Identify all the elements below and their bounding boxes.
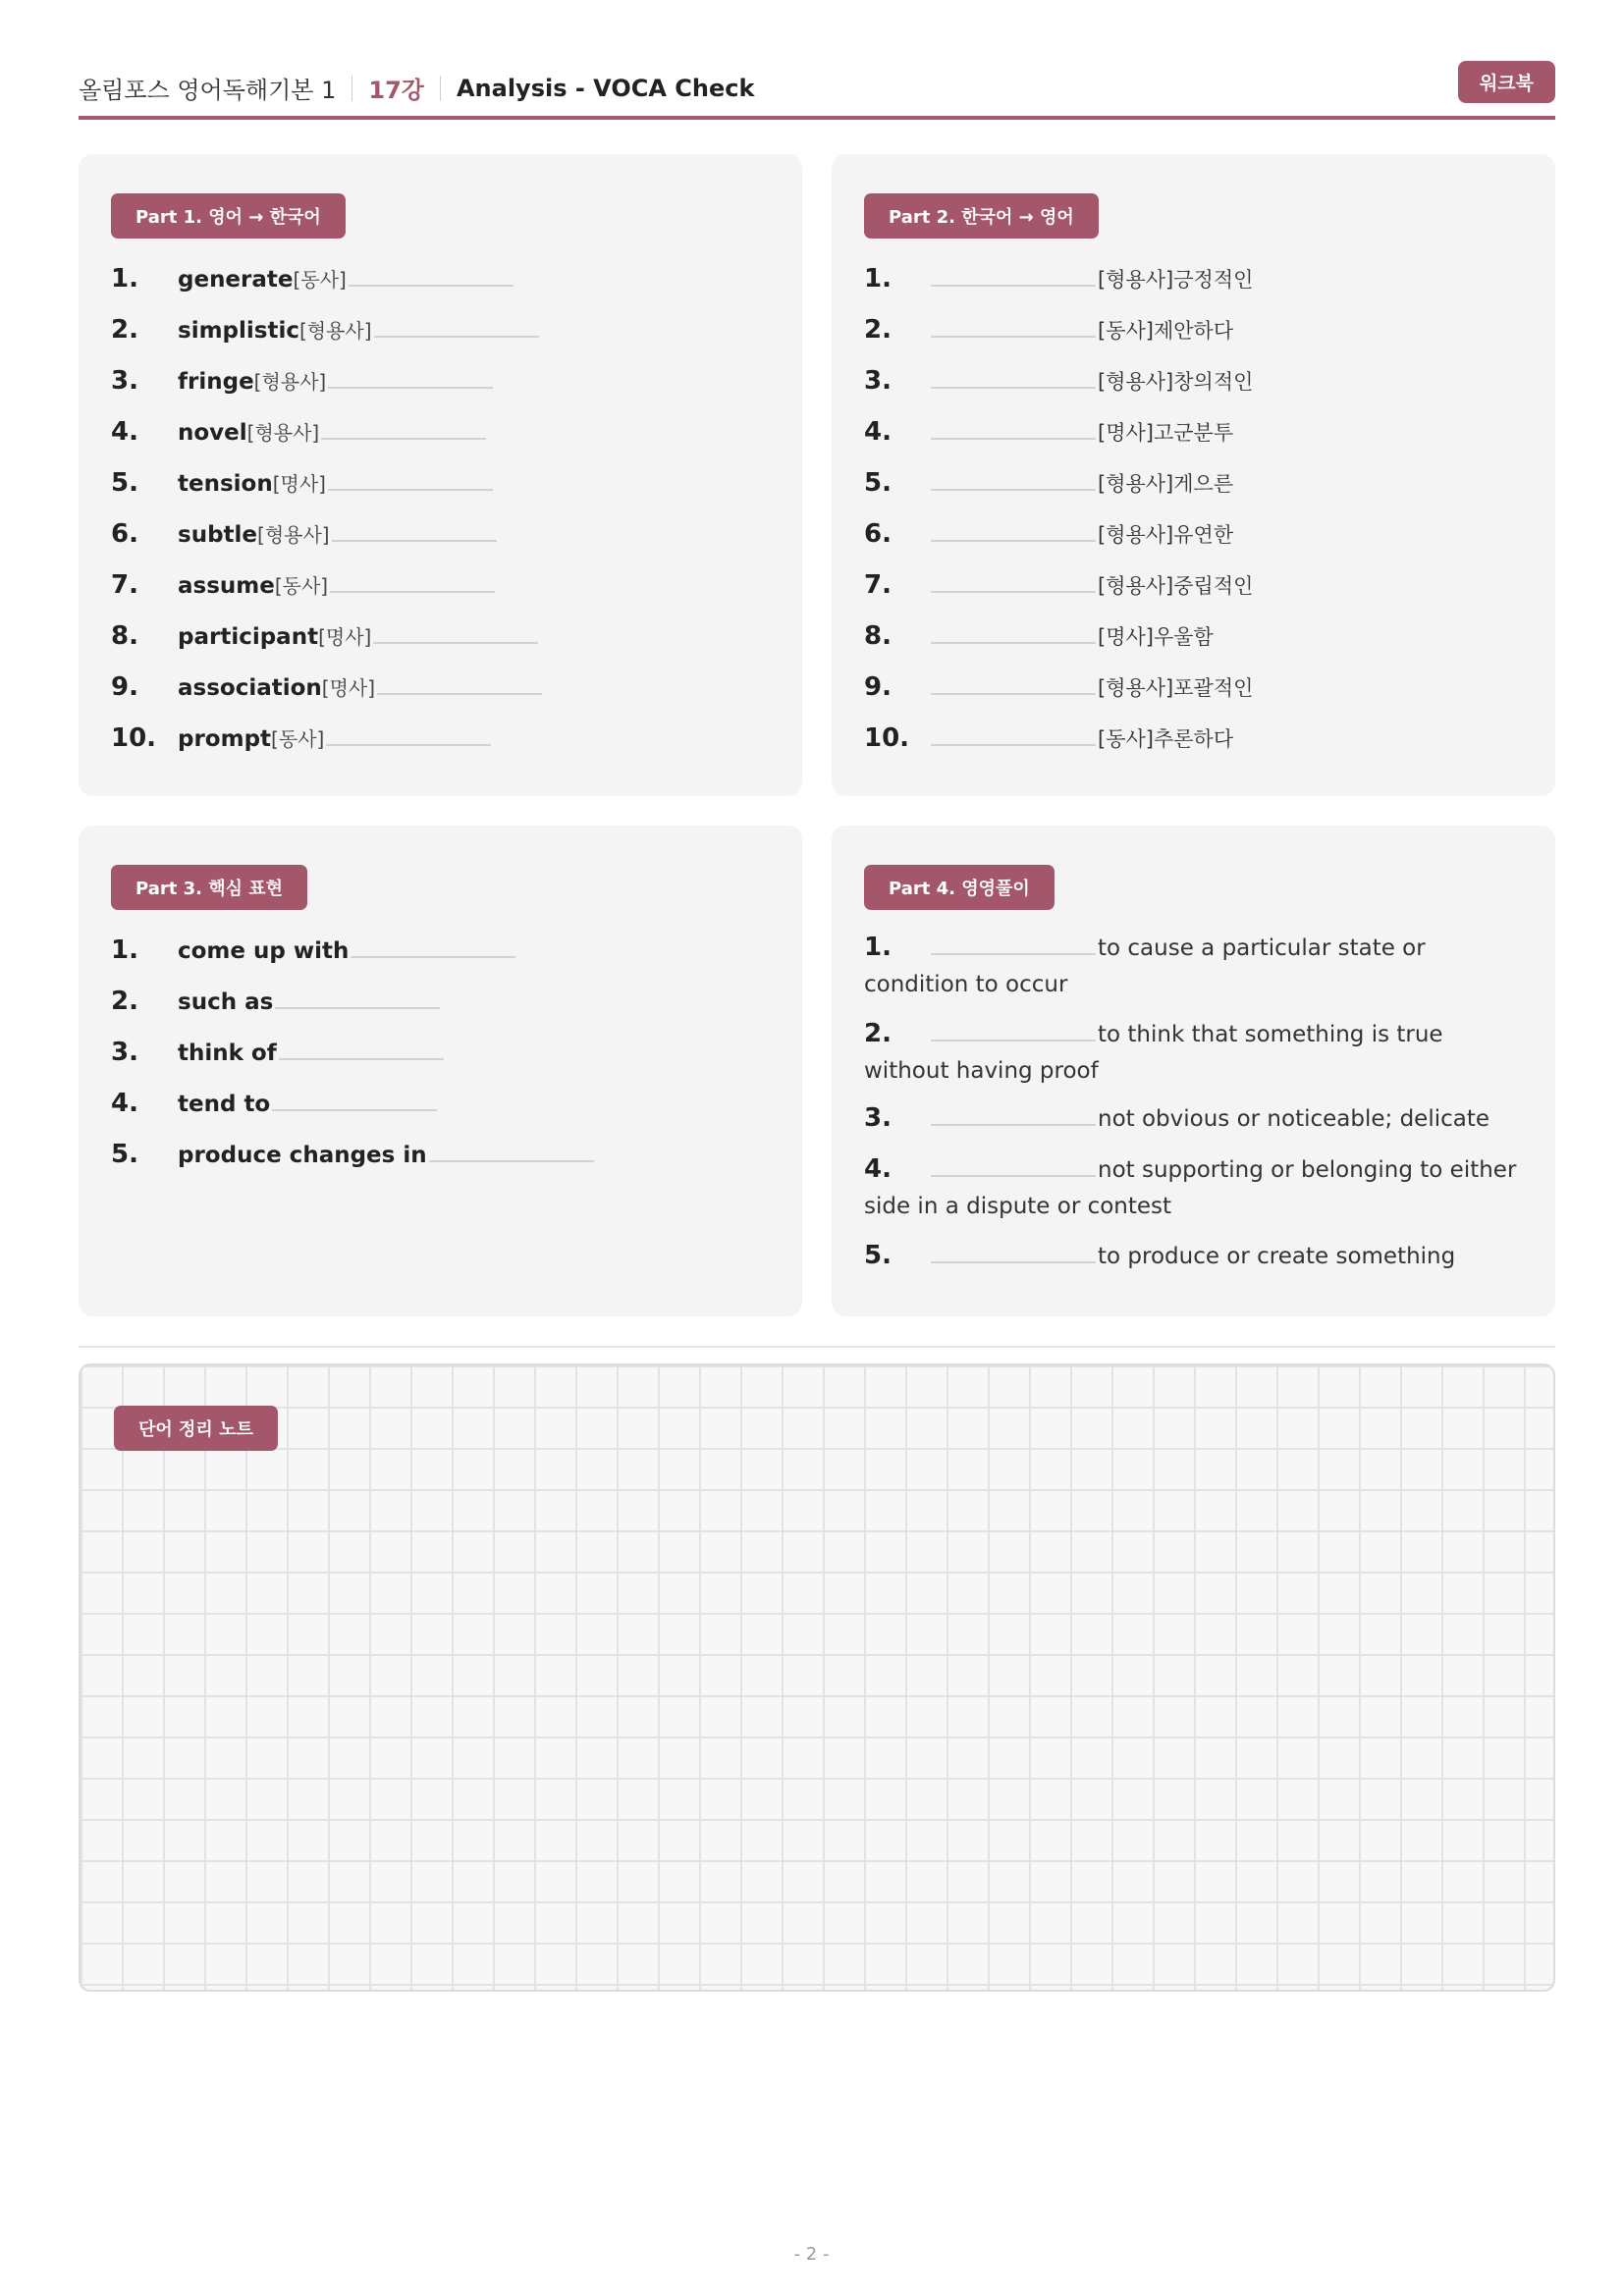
list-item xyxy=(111,569,495,600)
item-number: 5. xyxy=(864,468,892,498)
item-meaning: [형용사]유연한 xyxy=(1098,523,1234,547)
item-meaning: [형용사]게으른 xyxy=(1098,472,1234,496)
item-definition: to think that something is true without having proof xyxy=(864,1022,1443,1084)
item-pos: [형용사] xyxy=(246,421,320,445)
page-header xyxy=(79,61,1555,120)
item-number: 1. xyxy=(111,935,138,965)
item-word: generate xyxy=(178,267,294,293)
notes-title: 단어 정리 노트 xyxy=(114,1406,278,1451)
item-meaning: [명사]우울함 xyxy=(1098,625,1214,649)
header-info xyxy=(79,71,754,105)
answer-blank[interactable] xyxy=(321,416,486,440)
answer-blank[interactable] xyxy=(328,365,493,389)
item-number: 4. xyxy=(111,1089,138,1118)
item-phrase: tend to xyxy=(178,1092,271,1117)
list-item xyxy=(864,722,1233,753)
list-item xyxy=(111,671,542,702)
item-meaning: [동사]추론하다 xyxy=(1098,727,1234,751)
item-word: participant xyxy=(178,624,319,650)
item-pos: [동사] xyxy=(293,268,347,292)
list-item xyxy=(111,986,440,1016)
answer-blank[interactable] xyxy=(332,518,497,542)
item-pos: [형용사] xyxy=(253,370,327,394)
list-item xyxy=(111,1139,594,1169)
answer-blank[interactable] xyxy=(931,1102,1096,1126)
item-number: 9. xyxy=(864,672,892,702)
answer-blank[interactable] xyxy=(931,932,1096,955)
answer-blank[interactable] xyxy=(931,620,1096,644)
item-number: 1. xyxy=(864,933,892,962)
item-number: 6. xyxy=(864,519,892,549)
lesson-number: 17강 xyxy=(368,77,424,104)
item-word: novel xyxy=(178,420,247,446)
part2-title: Part 2. 한국어 → 영어 xyxy=(864,193,1099,239)
item-meaning: [명사]고군분투 xyxy=(1098,421,1234,445)
part1-card xyxy=(79,154,802,796)
item-pos: [명사] xyxy=(272,472,326,496)
list-item xyxy=(111,1088,437,1118)
answer-blank[interactable] xyxy=(275,986,440,1009)
answer-blank[interactable] xyxy=(349,263,514,287)
answer-blank[interactable] xyxy=(429,1139,594,1162)
answer-blank[interactable] xyxy=(328,467,493,491)
list-item xyxy=(864,467,1233,498)
part2-card xyxy=(832,154,1555,796)
item-word: prompt xyxy=(178,726,272,752)
item-number: 3. xyxy=(864,1103,892,1133)
item-number: 4. xyxy=(864,417,892,447)
answer-blank[interactable] xyxy=(931,722,1096,746)
answer-blank[interactable] xyxy=(373,620,538,644)
list-item xyxy=(864,263,1253,294)
list-item xyxy=(111,416,486,447)
answer-blank[interactable] xyxy=(931,569,1096,593)
item-phrase: think of xyxy=(178,1041,277,1066)
list-item xyxy=(864,416,1233,447)
part1-title: Part 1. 영어 → 한국어 xyxy=(111,193,346,239)
answer-blank[interactable] xyxy=(279,1037,444,1060)
answer-blank[interactable] xyxy=(351,934,515,958)
item-number: 8. xyxy=(111,621,138,651)
item-number: 7. xyxy=(111,570,138,600)
item-number: 5. xyxy=(111,1140,138,1169)
item-word: simplistic xyxy=(178,318,299,344)
item-number: 3. xyxy=(864,366,892,396)
workbook-badge: 워크북 xyxy=(1458,61,1555,103)
item-number: 1. xyxy=(111,264,138,294)
item-pos: [동사] xyxy=(271,727,325,751)
answer-blank[interactable] xyxy=(931,314,1096,338)
series-name: 올림포스 영어독해기본 1 xyxy=(79,77,337,104)
answer-blank[interactable] xyxy=(931,263,1096,287)
item-definition: to produce or create something xyxy=(1098,1244,1456,1269)
answer-blank[interactable] xyxy=(931,416,1096,440)
item-definition: not supporting or belonging to either side in a dispute or contest xyxy=(864,1157,1517,1219)
item-number: 3. xyxy=(111,366,138,396)
item-meaning: [형용사]긍정적인 xyxy=(1098,268,1254,292)
list-item xyxy=(864,1016,1532,1090)
answer-blank[interactable] xyxy=(272,1088,437,1111)
answer-blank[interactable] xyxy=(931,518,1096,542)
item-phrase: such as xyxy=(178,989,274,1015)
item-number: 4. xyxy=(111,417,138,447)
item-pos: [명사] xyxy=(318,625,372,649)
item-meaning: [동사]제안하다 xyxy=(1098,319,1234,343)
answer-blank[interactable] xyxy=(931,365,1096,389)
answer-blank[interactable] xyxy=(931,1240,1096,1263)
item-phrase: produce changes in xyxy=(178,1143,427,1168)
section-divider xyxy=(79,1346,1555,1348)
list-item xyxy=(864,1100,1532,1138)
item-number: 6. xyxy=(111,519,138,549)
header-separator xyxy=(440,76,441,101)
answer-blank[interactable] xyxy=(931,671,1096,695)
part3-title: Part 3. 핵심 표현 xyxy=(111,865,307,910)
part4-title: Part 4. 영영풀이 xyxy=(864,865,1055,910)
item-number: 5. xyxy=(864,1241,892,1270)
item-number: 9. xyxy=(111,672,138,702)
answer-blank[interactable] xyxy=(326,722,491,746)
list-item xyxy=(864,1151,1532,1225)
list-item xyxy=(111,722,491,753)
item-number: 2. xyxy=(111,987,138,1016)
list-item xyxy=(864,930,1532,1003)
answer-blank[interactable] xyxy=(330,569,495,593)
item-number: 5. xyxy=(111,468,138,498)
item-number: 2. xyxy=(864,315,892,345)
item-pos: [형용사] xyxy=(257,523,330,547)
answer-blank[interactable] xyxy=(931,467,1096,491)
list-item xyxy=(111,934,515,965)
item-definition: not obvious or noticeable; delicate xyxy=(1098,1106,1490,1132)
list-item xyxy=(111,467,493,498)
item-number: 3. xyxy=(111,1038,138,1067)
item-word: association xyxy=(178,675,322,701)
list-item xyxy=(111,365,493,396)
list-item xyxy=(864,518,1233,549)
item-meaning: [형용사]포괄적인 xyxy=(1098,676,1254,700)
item-number: 10. xyxy=(111,723,157,753)
item-meaning: [형용사]창의적인 xyxy=(1098,370,1254,394)
list-item xyxy=(864,569,1253,600)
answer-blank[interactable] xyxy=(931,1018,1096,1041)
item-number: 8. xyxy=(864,621,892,651)
list-item xyxy=(111,1037,444,1067)
list-item xyxy=(111,314,539,345)
page-title: Analysis - VOCA Check xyxy=(456,74,755,102)
list-item xyxy=(864,314,1233,345)
item-definition: to cause a particular state or condition to occur xyxy=(864,935,1426,997)
item-pos: [명사] xyxy=(321,676,376,700)
page-number: - 2 - xyxy=(793,2244,830,2265)
list-item xyxy=(111,518,497,549)
list-item xyxy=(864,1238,1532,1275)
item-number: 4. xyxy=(864,1154,892,1184)
list-item xyxy=(864,671,1253,702)
item-meaning: [형용사]중립적인 xyxy=(1098,574,1254,598)
list-item xyxy=(111,620,538,651)
item-word: tension xyxy=(178,471,273,497)
item-number: 10. xyxy=(864,723,910,753)
item-number: 2. xyxy=(864,1019,892,1048)
answer-blank[interactable] xyxy=(931,1153,1096,1177)
item-number: 1. xyxy=(864,264,892,294)
vocab-notes-grid[interactable] xyxy=(79,1363,1555,1992)
answer-blank[interactable] xyxy=(374,314,539,338)
list-item xyxy=(111,263,514,294)
list-item xyxy=(864,365,1253,396)
item-word: assume xyxy=(178,573,275,599)
item-number: 7. xyxy=(864,570,892,600)
item-number: 2. xyxy=(111,315,138,345)
part3-card xyxy=(79,826,802,1316)
item-phrase: come up with xyxy=(178,938,350,964)
answer-blank[interactable] xyxy=(377,671,542,695)
item-word: subtle xyxy=(178,522,258,548)
list-item xyxy=(864,620,1214,651)
part4-card xyxy=(832,826,1555,1316)
item-pos: [형용사] xyxy=(298,319,372,343)
item-word: fringe xyxy=(178,369,254,395)
item-pos: [동사] xyxy=(274,574,329,598)
